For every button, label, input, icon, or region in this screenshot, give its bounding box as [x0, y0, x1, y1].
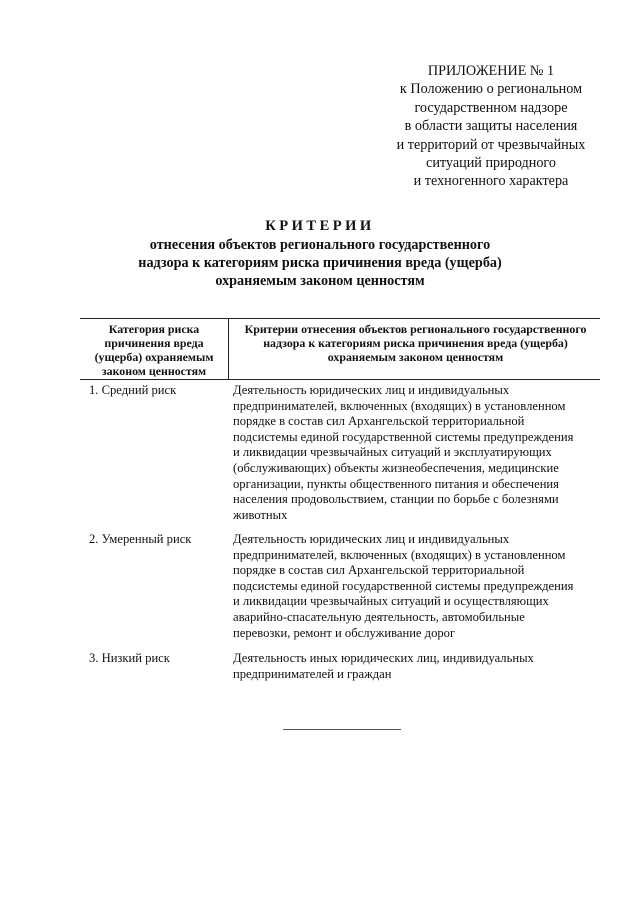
criteria-line: и ликвидации чрезвычайных ситуаций и осуществляющих — [233, 594, 549, 609]
criteria-line: предпринимателей и граждан — [233, 666, 392, 681]
criteria-line: организации, пункты общественного питания и обеспечения — [233, 476, 559, 491]
title-line: охраняемым законом ценностям — [215, 273, 425, 289]
criteria-line: подсистемы единой государственной системы предупреждения — [233, 578, 574, 593]
header-category-line: (ущерба) охраняемым — [94, 350, 214, 365]
appendix-line: и территорий от чрезвычайных — [396, 136, 586, 153]
criteria-line: Деятельность юридических лиц и индивидуальных — [233, 532, 510, 546]
criteria-line: (обслуживающих) объекты жизнеобеспечения, медицинские — [233, 460, 559, 475]
appendix-line: государственном надзоре — [414, 99, 568, 116]
criteria-line: животных — [233, 507, 288, 522]
risk-category: 2. Умеренный риск — [89, 532, 192, 546]
criteria-line: порядке в состав сил Архангельской территориальной — [233, 414, 525, 429]
criteria-line: подсистемы единой государственной системы предупреждения — [233, 429, 574, 444]
criteria-line: порядке в состав сил Архангельской территориальной — [233, 563, 525, 578]
criteria-line: Деятельность иных юридических лиц, индивидуальных — [233, 651, 534, 665]
header-criteria-line: охраняемым законом ценностям — [327, 350, 504, 365]
criteria-line: перевозки, ремонт и обслуживание дорог — [233, 625, 456, 640]
appendix-line: и техногенного характера — [413, 173, 569, 190]
header-category-line: законом ценностям — [101, 364, 207, 379]
document-title — [0, 216, 640, 290]
risk-criteria — [233, 383, 603, 523]
header-criteria-line: надзора к категориям риска причинения вреда (ущерба) — [263, 336, 568, 351]
title-line: отнесения объектов регионального государственного — [149, 237, 491, 253]
appendix-number: ПРИЛОЖЕНИЕ № 1 — [427, 63, 555, 79]
risk-criteria — [233, 532, 603, 641]
header-column-divider — [228, 319, 229, 379]
appendix-block — [360, 62, 622, 191]
title-heading: КРИТЕРИИ — [265, 218, 375, 234]
header-category-line: причинения вреда — [104, 336, 204, 351]
risk-criteria — [233, 651, 603, 682]
header-category-line: Категория риска — [108, 322, 200, 336]
header-category-cell — [80, 322, 228, 378]
appendix-line: ситуаций природного — [426, 155, 556, 172]
criteria-line: населения продовольствием, станции по борьбе с болезнями — [233, 492, 559, 507]
header-criteria-cell — [231, 322, 600, 364]
criteria-line: и ликвидации чрезвычайных ситуаций и эксплуатирующих — [233, 445, 552, 460]
header-criteria-line: Критерии отнесения объектов регионального государственного — [244, 322, 587, 336]
risk-category: 1. Средний риск — [89, 383, 177, 397]
criteria-line: аварийно-спасательную деятельность, автомобильные — [233, 609, 525, 624]
risk-category: 3. Низкий риск — [89, 651, 170, 665]
appendix-line: в области защиты населения — [404, 118, 578, 135]
appendix-line: к Положению о региональном — [399, 81, 583, 98]
title-line: надзора к категориям риска причинения вреда (ущерба) — [138, 255, 502, 271]
end-divider-line — [283, 729, 401, 730]
table-header — [80, 318, 600, 380]
criteria-line: предпринимателей, включенных (входящих) в установленном — [233, 547, 566, 562]
criteria-line: предпринимателей, включенных (входящих) в установленном — [233, 398, 566, 413]
criteria-line: Деятельность юридических лиц и индивидуальных — [233, 383, 510, 397]
